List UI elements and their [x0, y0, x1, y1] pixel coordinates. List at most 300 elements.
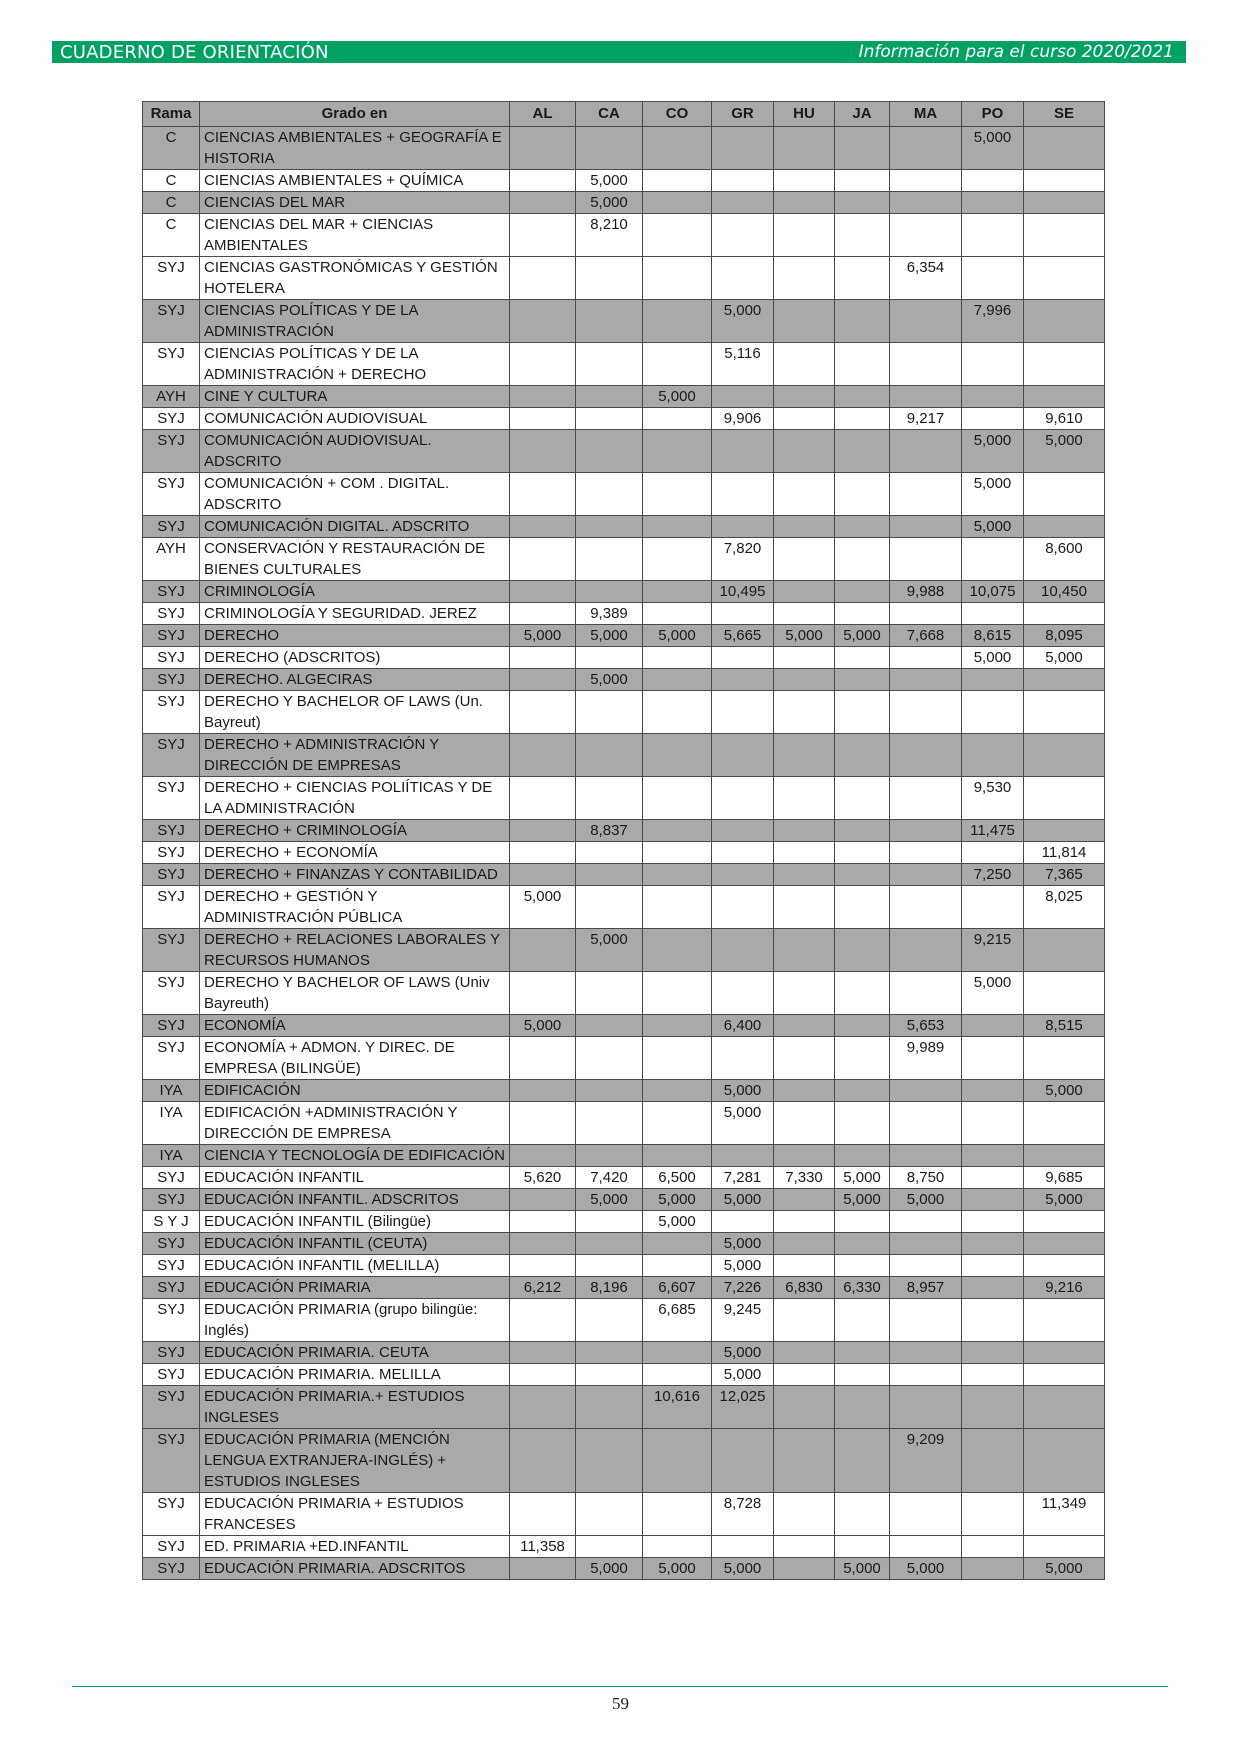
grade-cell: [774, 1037, 835, 1080]
grade-cell: [712, 669, 774, 691]
grade-cell: 5,000: [643, 1558, 712, 1580]
grade-cell: [1024, 734, 1105, 777]
table-row: [143, 1342, 1105, 1364]
table-row: [143, 1364, 1105, 1386]
grade-cell: [576, 1102, 643, 1145]
grade-cell: [643, 127, 712, 170]
grade-cell: 9,530: [962, 777, 1024, 820]
grade-cell: [510, 1299, 576, 1342]
grade-cell: [890, 538, 962, 581]
grade-cell: [835, 1386, 890, 1429]
grade-cell: [774, 170, 835, 192]
grade-cell: [774, 1364, 835, 1386]
rama-cell: SYJ: [143, 1015, 200, 1037]
rama-cell: SYJ: [143, 1277, 200, 1299]
grade-cell: [890, 603, 962, 625]
grade-cell: 7,226: [712, 1277, 774, 1299]
grade-cell: [576, 473, 643, 516]
grade-cell: [643, 734, 712, 777]
grade-cell: [1024, 1429, 1105, 1493]
table-row: [143, 1189, 1105, 1211]
rama-cell: SYJ: [143, 1493, 200, 1536]
rama-cell: SYJ: [143, 1429, 200, 1493]
rama-cell: C: [143, 214, 200, 257]
grade-cell: [1024, 1255, 1105, 1277]
grade-cell: [576, 864, 643, 886]
grade-cell: [643, 886, 712, 929]
grade-cell: [643, 842, 712, 864]
grado-cell: DERECHO + CIENCIAS POLIÍTICAS Y DE LA ADMINISTRACIÓN: [200, 777, 510, 820]
grade-cell: [835, 343, 890, 386]
grado-cell: EDIFICACIÓN: [200, 1080, 510, 1102]
grade-cell: [712, 1211, 774, 1233]
grade-cell: [1024, 1536, 1105, 1558]
rama-cell: SYJ: [143, 408, 200, 430]
grade-cell: [890, 1102, 962, 1145]
grado-cell: CIENCIAS AMBIENTALES + QUÍMICA: [200, 170, 510, 192]
grade-cell: 5,000: [962, 516, 1024, 538]
table-row: [143, 1255, 1105, 1277]
grade-cell: [774, 538, 835, 581]
grade-cell: [510, 1342, 576, 1364]
grade-cell: [643, 1342, 712, 1364]
table-header-row: [143, 102, 1105, 127]
grade-cell: 6,400: [712, 1015, 774, 1037]
grado-cell: CRIMINOLOGÍA Y SEGURIDAD. JEREZ: [200, 603, 510, 625]
grade-cell: 5,000: [576, 669, 643, 691]
table-row: [143, 734, 1105, 777]
grade-cell: [576, 647, 643, 669]
grade-cell: [510, 473, 576, 516]
grade-cell: [643, 647, 712, 669]
grade-cell: [510, 820, 576, 842]
grade-cell: [890, 864, 962, 886]
table-row: [143, 1037, 1105, 1080]
grade-cell: 7,250: [962, 864, 1024, 886]
rama-cell: IYA: [143, 1102, 200, 1145]
grade-cell: [510, 170, 576, 192]
grade-cell: 7,820: [712, 538, 774, 581]
grade-cell: [643, 538, 712, 581]
grade-cell: [774, 1493, 835, 1536]
grade-cell: [835, 473, 890, 516]
table-row: [143, 1080, 1105, 1102]
grade-cell: [774, 1429, 835, 1493]
table-row: [143, 192, 1105, 214]
grade-cell: [962, 1429, 1024, 1493]
grade-cell: [1024, 777, 1105, 820]
rama-cell: SYJ: [143, 777, 200, 820]
grade-cell: 5,000: [1024, 1189, 1105, 1211]
rama-cell: SYJ: [143, 734, 200, 777]
grade-cell: [1024, 257, 1105, 300]
grade-cell: [835, 929, 890, 972]
grade-cell: [835, 170, 890, 192]
column-header: GR: [712, 102, 774, 127]
grade-cell: [576, 1145, 643, 1167]
grade-cell: [510, 842, 576, 864]
grade-cell: [643, 473, 712, 516]
grade-cell: [962, 1037, 1024, 1080]
grade-cell: [576, 886, 643, 929]
rama-cell: SYJ: [143, 516, 200, 538]
grade-cell: 6,354: [890, 257, 962, 300]
grade-cell: [774, 430, 835, 473]
grade-cell: 9,610: [1024, 408, 1105, 430]
grade-cell: [774, 300, 835, 343]
grade-cell: [576, 1536, 643, 1558]
grade-cell: [712, 1536, 774, 1558]
grade-cell: [962, 886, 1024, 929]
grade-cell: 8,025: [1024, 886, 1105, 929]
grade-cell: [835, 1102, 890, 1145]
grado-cell: DERECHO Y BACHELOR OF LAWS (Univ Bayreuth): [200, 972, 510, 1015]
grade-cell: [774, 734, 835, 777]
grade-cell: [510, 691, 576, 734]
grade-cell: [890, 127, 962, 170]
grade-cell: [576, 1299, 643, 1342]
grade-cell: 9,216: [1024, 1277, 1105, 1299]
table-row: [143, 1386, 1105, 1429]
grade-cell: [774, 929, 835, 972]
grade-cell: [774, 886, 835, 929]
table-row: [143, 386, 1105, 408]
grade-cell: [1024, 473, 1105, 516]
table-row: [143, 516, 1105, 538]
table-row: [143, 1536, 1105, 1558]
grade-cell: [835, 516, 890, 538]
table-row: [143, 343, 1105, 386]
grade-cell: 5,000: [643, 625, 712, 647]
grade-cell: [1024, 214, 1105, 257]
grade-cell: [510, 603, 576, 625]
grade-cell: [835, 1211, 890, 1233]
table-row: [143, 214, 1105, 257]
grade-cell: [576, 1255, 643, 1277]
grade-cell: [835, 1342, 890, 1364]
grado-cell: EDUCACIÓN INFANTIL: [200, 1167, 510, 1189]
grado-cell: DERECHO (ADSCRITOS): [200, 647, 510, 669]
grade-cell: [962, 1233, 1024, 1255]
grade-cell: [835, 1233, 890, 1255]
grade-cell: 10,075: [962, 581, 1024, 603]
grade-cell: [1024, 1299, 1105, 1342]
grade-cell: [510, 1386, 576, 1429]
grade-cell: [510, 1211, 576, 1233]
table-row: [143, 1145, 1105, 1167]
grade-cell: [962, 1167, 1024, 1189]
grade-cell: 5,000: [890, 1558, 962, 1580]
grade-cell: [510, 1145, 576, 1167]
grade-cell: [890, 1211, 962, 1233]
grade-cell: [962, 1277, 1024, 1299]
grade-cell: 6,685: [643, 1299, 712, 1342]
grade-cell: [712, 127, 774, 170]
table-row: [143, 1015, 1105, 1037]
rama-cell: SYJ: [143, 625, 200, 647]
grade-cell: 5,653: [890, 1015, 962, 1037]
rama-cell: SYJ: [143, 581, 200, 603]
grade-cell: [774, 647, 835, 669]
grade-cell: [712, 929, 774, 972]
grade-cell: [510, 1233, 576, 1255]
grade-cell: 8,095: [1024, 625, 1105, 647]
grade-cell: 8,515: [1024, 1015, 1105, 1037]
grado-cell: EDUCACIÓN PRIMARIA.+ ESTUDIOS INGLESES: [200, 1386, 510, 1429]
rama-cell: SYJ: [143, 864, 200, 886]
grado-cell: EDUCACIÓN INFANTIL (Bilingüe): [200, 1211, 510, 1233]
grade-cell: [962, 1493, 1024, 1536]
table-row: [143, 538, 1105, 581]
rama-cell: SYJ: [143, 669, 200, 691]
grade-cell: 5,000: [1024, 647, 1105, 669]
grade-cell: 8,750: [890, 1167, 962, 1189]
grade-cell: [576, 408, 643, 430]
grado-cell: CIENCIAS DEL MAR: [200, 192, 510, 214]
grade-cell: 5,000: [835, 1558, 890, 1580]
rama-cell: S Y J: [143, 1211, 200, 1233]
grade-cell: [1024, 343, 1105, 386]
grade-cell: [510, 777, 576, 820]
grade-cell: [1024, 691, 1105, 734]
rama-cell: SYJ: [143, 1342, 200, 1364]
grade-cell: 5,000: [712, 1342, 774, 1364]
grade-cell: 5,620: [510, 1167, 576, 1189]
grado-cell: EDUCACIÓN INFANTIL (MELILLA): [200, 1255, 510, 1277]
grade-cell: 5,000: [774, 625, 835, 647]
grado-cell: ED. PRIMARIA +ED.INFANTIL: [200, 1536, 510, 1558]
grade-cell: 9,988: [890, 581, 962, 603]
grade-cell: [510, 1493, 576, 1536]
table-row: [143, 929, 1105, 972]
grade-cell: [1024, 1233, 1105, 1255]
grade-cell: 7,365: [1024, 864, 1105, 886]
grade-cell: 5,000: [712, 1233, 774, 1255]
rama-cell: SYJ: [143, 1299, 200, 1342]
grade-cell: [890, 1080, 962, 1102]
grade-cell: [774, 691, 835, 734]
grade-cell: 8,615: [962, 625, 1024, 647]
table-row: [143, 647, 1105, 669]
grade-cell: [576, 1342, 643, 1364]
grade-cell: [835, 864, 890, 886]
grade-cell: [576, 1211, 643, 1233]
grado-cell: EDUCACIÓN PRIMARIA. ADSCRITOS: [200, 1558, 510, 1580]
rama-cell: IYA: [143, 1145, 200, 1167]
grado-cell: COMUNICACIÓN + COM . DIGITAL. ADSCRITO: [200, 473, 510, 516]
grade-cell: 8,957: [890, 1277, 962, 1299]
rama-cell: SYJ: [143, 430, 200, 473]
grade-cell: 9,989: [890, 1037, 962, 1080]
grade-cell: [774, 1080, 835, 1102]
grade-cell: [576, 516, 643, 538]
grade-cell: 5,000: [962, 647, 1024, 669]
grade-cell: [774, 257, 835, 300]
grado-cell: EDUCACIÓN PRIMARIA + ESTUDIOS FRANCESES: [200, 1493, 510, 1536]
grade-cell: [643, 408, 712, 430]
grado-cell: ECONOMÍA + ADMON. Y DIREC. DE EMPRESA (BILINGÜE): [200, 1037, 510, 1080]
grade-cell: [712, 972, 774, 1015]
grade-cell: [1024, 1145, 1105, 1167]
grade-cell: [835, 886, 890, 929]
grade-cell: [510, 972, 576, 1015]
grado-cell: DERECHO. ALGECIRAS: [200, 669, 510, 691]
table-row: [143, 408, 1105, 430]
grade-cell: [643, 1536, 712, 1558]
grade-cell: 10,616: [643, 1386, 712, 1429]
rama-cell: IYA: [143, 1080, 200, 1102]
grade-cell: [576, 777, 643, 820]
table-row: [143, 1299, 1105, 1342]
rama-cell: SYJ: [143, 1037, 200, 1080]
grade-cell: [774, 581, 835, 603]
grado-cell: EDUCACIÓN PRIMARIA: [200, 1277, 510, 1299]
grade-cell: [576, 1364, 643, 1386]
grado-cell: EDUCACIÓN PRIMARIA. CEUTA: [200, 1342, 510, 1364]
grade-cell: [890, 300, 962, 343]
table-row: [143, 972, 1105, 1015]
grade-cell: [835, 257, 890, 300]
grade-cell: [510, 647, 576, 669]
grade-cell: [510, 1429, 576, 1493]
grade-cell: [643, 1255, 712, 1277]
table-row: [143, 473, 1105, 516]
cut-off-grades-table: [142, 101, 1105, 1580]
grade-cell: 8,728: [712, 1493, 774, 1536]
grado-cell: CIENCIAS GASTRONÓMICAS Y GESTIÓN HOTELERA: [200, 257, 510, 300]
grade-cell: [835, 127, 890, 170]
grade-cell: 5,000: [712, 1102, 774, 1145]
grade-cell: 8,837: [576, 820, 643, 842]
grade-cell: 11,814: [1024, 842, 1105, 864]
grade-cell: 9,685: [1024, 1167, 1105, 1189]
table-row: [143, 170, 1105, 192]
grade-cell: [1024, 516, 1105, 538]
grade-cell: [835, 1145, 890, 1167]
grade-cell: [712, 1037, 774, 1080]
table-row: [143, 1558, 1105, 1580]
grade-cell: [774, 972, 835, 1015]
grade-cell: [890, 1342, 962, 1364]
column-header: PO: [962, 102, 1024, 127]
grade-cell: [835, 1080, 890, 1102]
grade-cell: [712, 386, 774, 408]
rama-cell: C: [143, 192, 200, 214]
grade-cell: [643, 343, 712, 386]
grade-cell: 5,000: [576, 625, 643, 647]
grado-cell: COMUNICACIÓN AUDIOVISUAL: [200, 408, 510, 430]
grade-cell: [962, 1102, 1024, 1145]
grade-cell: [962, 1364, 1024, 1386]
grade-cell: 5,116: [712, 343, 774, 386]
grade-cell: [576, 972, 643, 1015]
grade-cell: [576, 1493, 643, 1536]
grade-cell: [962, 842, 1024, 864]
grade-cell: [1024, 972, 1105, 1015]
grade-cell: [890, 473, 962, 516]
grade-cell: [1024, 929, 1105, 972]
grade-cell: [962, 734, 1024, 777]
grade-cell: [835, 1429, 890, 1493]
grado-cell: DERECHO + ECONOMÍA: [200, 842, 510, 864]
grade-cell: [962, 691, 1024, 734]
grade-cell: 5,000: [510, 625, 576, 647]
grade-cell: [510, 1189, 576, 1211]
rama-cell: SYJ: [143, 886, 200, 929]
column-header: Rama: [143, 102, 200, 127]
grade-cell: [1024, 669, 1105, 691]
column-header: CA: [576, 102, 643, 127]
grade-cell: [576, 691, 643, 734]
grade-cell: 5,000: [890, 1189, 962, 1211]
grade-cell: [835, 691, 890, 734]
grade-cell: [835, 1493, 890, 1536]
grade-cell: [510, 1364, 576, 1386]
table-row: [143, 603, 1105, 625]
grado-cell: CIENCIAS POLÍTICAS Y DE LA ADMINISTRACIÓN: [200, 300, 510, 343]
grade-cell: [774, 386, 835, 408]
grade-cell: [1024, 820, 1105, 842]
grade-cell: [962, 170, 1024, 192]
grade-cell: [890, 170, 962, 192]
grade-cell: [643, 603, 712, 625]
grade-cell: [890, 386, 962, 408]
grade-cell: [712, 886, 774, 929]
grade-cell: [774, 1299, 835, 1342]
grade-cell: [510, 929, 576, 972]
grade-cell: [643, 1145, 712, 1167]
grade-cell: [890, 214, 962, 257]
grado-cell: COMUNICACIÓN DIGITAL. ADSCRITO: [200, 516, 510, 538]
grade-cell: [890, 1386, 962, 1429]
rama-cell: C: [143, 170, 200, 192]
grade-cell: 5,000: [1024, 1558, 1105, 1580]
grado-cell: DERECHO + RELACIONES LABORALES Y RECURSOS HUMANOS: [200, 929, 510, 972]
grade-cell: [774, 1145, 835, 1167]
grade-cell: 8,196: [576, 1277, 643, 1299]
grade-cell: [774, 669, 835, 691]
grade-cell: 5,000: [643, 386, 712, 408]
table-row: [143, 1429, 1105, 1493]
grade-cell: [510, 192, 576, 214]
grade-cell: [510, 430, 576, 473]
grade-cell: [712, 192, 774, 214]
grado-cell: EDUCACIÓN PRIMARIA. MELILLA: [200, 1364, 510, 1386]
grade-cell: [962, 1536, 1024, 1558]
grade-cell: [1024, 170, 1105, 192]
table-row: [143, 820, 1105, 842]
grade-cell: [576, 1015, 643, 1037]
grade-cell: [643, 170, 712, 192]
grade-cell: [835, 1536, 890, 1558]
grade-cell: [576, 1080, 643, 1102]
grade-cell: [835, 581, 890, 603]
grade-cell: [510, 1255, 576, 1277]
table-row: [143, 1233, 1105, 1255]
grade-cell: 10,450: [1024, 581, 1105, 603]
grade-cell: [835, 1364, 890, 1386]
grade-cell: [774, 214, 835, 257]
grade-cell: 5,000: [576, 1558, 643, 1580]
grade-cell: [774, 1386, 835, 1429]
column-header: MA: [890, 102, 962, 127]
grade-cell: [890, 516, 962, 538]
grado-cell: DERECHO: [200, 625, 510, 647]
grade-cell: [510, 516, 576, 538]
table-row: [143, 886, 1105, 929]
grade-cell: [643, 1102, 712, 1145]
grade-cell: [835, 430, 890, 473]
